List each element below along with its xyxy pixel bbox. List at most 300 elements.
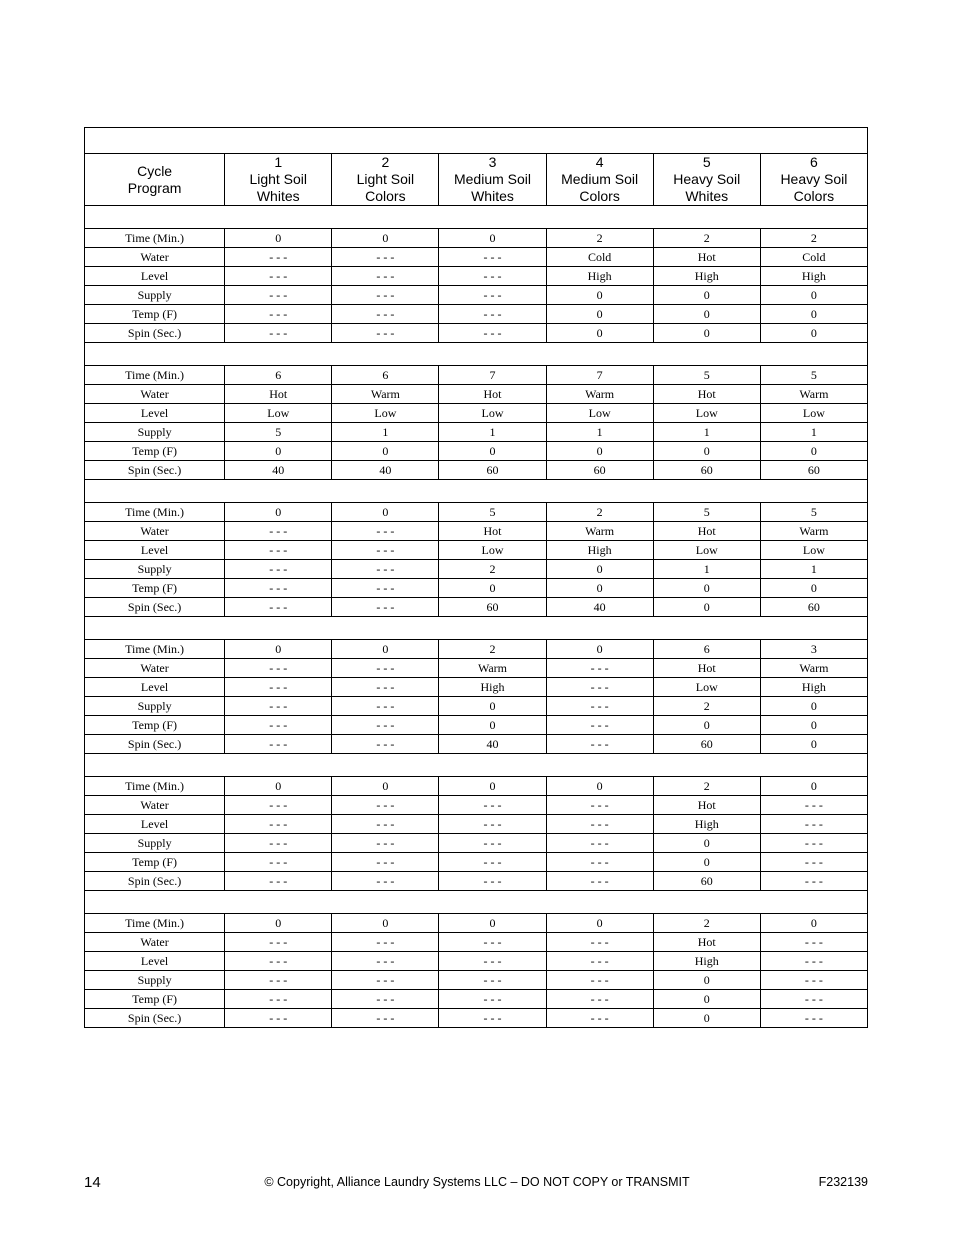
column-header-6 xyxy=(760,154,867,206)
table-cell: - - - xyxy=(546,872,653,891)
table-cell: - - - xyxy=(332,678,439,697)
table-cell: - - - xyxy=(332,286,439,305)
table-cell: - - - xyxy=(225,560,332,579)
table-cell: Hot xyxy=(653,796,760,815)
table-cell: 0 xyxy=(225,914,332,933)
column-header-line2: Colors xyxy=(579,188,620,204)
column-header-line1: Medium Soil xyxy=(561,171,639,187)
table-cell: - - - xyxy=(439,286,546,305)
table-cell: 2 xyxy=(653,777,760,796)
table-cell: 0 xyxy=(653,853,760,872)
table-row xyxy=(85,248,868,267)
cycle-program-header xyxy=(85,154,225,206)
cycle-program-table xyxy=(84,127,868,1028)
table-cell: High xyxy=(546,541,653,560)
column-header-3 xyxy=(439,154,546,206)
table-cell: Warm xyxy=(546,385,653,404)
table-cell: 0 xyxy=(653,324,760,343)
column-header-line1: Heavy Soil xyxy=(780,171,848,187)
column-header-num: 6 xyxy=(810,154,818,170)
table-cell: - - - xyxy=(760,990,867,1009)
table-cell: Low xyxy=(439,541,546,560)
table-cell: - - - xyxy=(760,971,867,990)
table-row xyxy=(85,598,868,617)
table-cell: - - - xyxy=(546,735,653,754)
table-cell: - - - xyxy=(760,834,867,853)
table-cell: High xyxy=(653,952,760,971)
table-cell: - - - xyxy=(439,796,546,815)
document-code: F232139 xyxy=(818,1175,868,1189)
column-header-line2: Colors xyxy=(793,188,835,204)
table-cell: 5 xyxy=(653,366,760,385)
table-cell: 5 xyxy=(439,503,546,522)
section-header-row xyxy=(85,754,868,777)
table-cell: - - - xyxy=(439,324,546,343)
table-cell: - - - xyxy=(332,697,439,716)
table-cell: 0 xyxy=(653,1009,760,1028)
table-row xyxy=(85,541,868,560)
table-cell: - - - xyxy=(332,971,439,990)
table-cell: - - - xyxy=(760,796,867,815)
table-cell: 0 xyxy=(760,442,867,461)
table-row xyxy=(85,442,868,461)
table-cell: - - - xyxy=(332,716,439,735)
table-cell: 0 xyxy=(332,640,439,659)
row-label: Time (Min.) xyxy=(85,366,225,385)
row-label: Temp (F) xyxy=(85,442,225,461)
table-cell: 0 xyxy=(332,442,439,461)
row-label: Water xyxy=(85,659,225,678)
table-cell: 2 xyxy=(546,503,653,522)
table-cell: - - - xyxy=(439,305,546,324)
table-cell: 40 xyxy=(332,461,439,480)
table-cell: Low xyxy=(653,404,760,423)
table-row xyxy=(85,579,868,598)
table-row xyxy=(85,404,868,423)
table-cell: 2 xyxy=(439,640,546,659)
table-cell: - - - xyxy=(225,952,332,971)
table-cell: Low xyxy=(760,541,867,560)
table-cell: 0 xyxy=(225,229,332,248)
table-cell: Warm xyxy=(760,385,867,404)
row-label: Spin (Sec.) xyxy=(85,872,225,891)
table-cell: - - - xyxy=(760,952,867,971)
table-cell: - - - xyxy=(225,735,332,754)
table-cell: 2 xyxy=(439,560,546,579)
table-cell: - - - xyxy=(439,872,546,891)
table-cell: Low xyxy=(546,404,653,423)
column-header-num: 2 xyxy=(381,154,390,170)
table-cell: 0 xyxy=(653,716,760,735)
table-cell: - - - xyxy=(225,522,332,541)
column-header-4 xyxy=(546,154,653,206)
table-cell: Hot xyxy=(653,522,760,541)
table-cell: 0 xyxy=(546,640,653,659)
table-cell: 0 xyxy=(760,286,867,305)
table-cell: - - - xyxy=(439,1009,546,1028)
table-row xyxy=(85,324,868,343)
table-cell: 6 xyxy=(225,366,332,385)
table-cell: Hot xyxy=(439,385,546,404)
page-number: 14 xyxy=(84,1174,101,1191)
table-cell: 2 xyxy=(546,229,653,248)
table-cell: - - - xyxy=(546,678,653,697)
table-cell: Hot xyxy=(653,248,760,267)
table-row xyxy=(85,1009,868,1028)
table-cell: 2 xyxy=(653,914,760,933)
table-row xyxy=(85,735,868,754)
column-header-num: 3 xyxy=(488,154,497,170)
section-header-row xyxy=(85,891,868,914)
column-header-line2: Colors xyxy=(365,188,406,204)
table-cell: - - - xyxy=(332,579,439,598)
table-cell: 0 xyxy=(546,305,653,324)
column-header-line1: Heavy Soil xyxy=(673,171,741,187)
row-label: Water xyxy=(85,933,225,952)
table-cell: 1 xyxy=(760,560,867,579)
table-cell: 0 xyxy=(760,697,867,716)
column-header-5 xyxy=(653,154,760,206)
table-cell: 0 xyxy=(439,914,546,933)
column-header-2 xyxy=(332,154,439,206)
row-label: Level xyxy=(85,267,225,286)
table-cell: - - - xyxy=(546,796,653,815)
table-cell: 0 xyxy=(760,324,867,343)
table-row xyxy=(85,659,868,678)
section-header-row xyxy=(85,343,868,366)
row-label: Supply xyxy=(85,560,225,579)
table-row xyxy=(85,229,868,248)
table-cell: - - - xyxy=(439,267,546,286)
table-cell: - - - xyxy=(332,834,439,853)
table-row xyxy=(85,423,868,442)
table-cell: - - - xyxy=(225,248,332,267)
table-row xyxy=(85,522,868,541)
table-row xyxy=(85,678,868,697)
table-cell: - - - xyxy=(760,872,867,891)
table-cell: High xyxy=(546,267,653,286)
table-cell: Low xyxy=(653,678,760,697)
table-row xyxy=(85,461,868,480)
row-label: Level xyxy=(85,952,225,971)
table-cell: 1 xyxy=(332,423,439,442)
table-row xyxy=(85,971,868,990)
column-header-1 xyxy=(225,154,332,206)
table-cell: 0 xyxy=(653,834,760,853)
table-row xyxy=(85,815,868,834)
row-label: Supply xyxy=(85,834,225,853)
table-cell: 6 xyxy=(332,366,439,385)
table-cell: Cold xyxy=(546,248,653,267)
table-cell: - - - xyxy=(332,815,439,834)
table-cell: Hot xyxy=(225,385,332,404)
table-cell: - - - xyxy=(225,598,332,617)
table-cell: - - - xyxy=(332,560,439,579)
table-cell: - - - xyxy=(225,678,332,697)
table-row xyxy=(85,385,868,404)
table-cell: High xyxy=(439,678,546,697)
table-cell: 60 xyxy=(653,735,760,754)
table-cell: 0 xyxy=(760,914,867,933)
table-cell: - - - xyxy=(225,659,332,678)
row-label: Level xyxy=(85,815,225,834)
table-cell: - - - xyxy=(332,248,439,267)
row-label: Supply xyxy=(85,697,225,716)
table-row xyxy=(85,560,868,579)
table-cell: 0 xyxy=(225,640,332,659)
table-cell: - - - xyxy=(546,659,653,678)
table-cell: 0 xyxy=(546,579,653,598)
row-label: Time (Min.) xyxy=(85,503,225,522)
table-cell: 0 xyxy=(760,735,867,754)
table-cell: - - - xyxy=(225,872,332,891)
table-cell: - - - xyxy=(439,952,546,971)
column-header-line2: Whites xyxy=(471,188,514,204)
table-row xyxy=(85,834,868,853)
table-cell: 0 xyxy=(439,716,546,735)
table-cell: 0 xyxy=(653,579,760,598)
table-cell: - - - xyxy=(332,324,439,343)
row-label: Supply xyxy=(85,286,225,305)
table-cell: 0 xyxy=(439,442,546,461)
table-cell: 60 xyxy=(760,461,867,480)
table-cell: 2 xyxy=(653,229,760,248)
table-cell: 60 xyxy=(546,461,653,480)
table-cell: 0 xyxy=(546,442,653,461)
table-cell: 0 xyxy=(546,560,653,579)
table-cell: High xyxy=(760,267,867,286)
table-cell: - - - xyxy=(439,248,546,267)
table-cell: - - - xyxy=(546,971,653,990)
table-cell: 0 xyxy=(546,324,653,343)
row-label: Time (Min.) xyxy=(85,229,225,248)
row-label: Supply xyxy=(85,971,225,990)
table-cell: - - - xyxy=(225,834,332,853)
table-cell: 1 xyxy=(546,423,653,442)
table-row xyxy=(85,286,868,305)
column-header-line2: Whites xyxy=(256,188,300,204)
column-header-line2: Whites xyxy=(685,188,729,204)
table-cell: 2 xyxy=(653,697,760,716)
table-cell: 1 xyxy=(439,423,546,442)
table-cell: - - - xyxy=(225,1009,332,1028)
table-cell: Cold xyxy=(760,248,867,267)
table-cell: - - - xyxy=(439,853,546,872)
table-row xyxy=(85,872,868,891)
table-cell: - - - xyxy=(225,697,332,716)
table-cell: Low xyxy=(760,404,867,423)
table-cell: - - - xyxy=(332,1009,439,1028)
copyright-notice: © Copyright, Alliance Laundry Systems LLC – DO NOT COPY or TRANSMIT xyxy=(264,1175,690,1189)
table-cell: 0 xyxy=(760,716,867,735)
table-cell: - - - xyxy=(332,305,439,324)
table-cell: 0 xyxy=(760,777,867,796)
table-cell: 0 xyxy=(439,777,546,796)
table-cell: 0 xyxy=(546,286,653,305)
section-header-row xyxy=(85,480,868,503)
table-cell: - - - xyxy=(546,933,653,952)
table-cell: - - - xyxy=(546,697,653,716)
table-cell: High xyxy=(653,815,760,834)
table-cell: - - - xyxy=(546,815,653,834)
table-cell: 60 xyxy=(653,872,760,891)
table-cell: - - - xyxy=(225,716,332,735)
table-cell: 0 xyxy=(332,777,439,796)
row-label: Time (Min.) xyxy=(85,914,225,933)
table-cell: 5 xyxy=(653,503,760,522)
row-label: Temp (F) xyxy=(85,853,225,872)
table-cell: 0 xyxy=(439,697,546,716)
table-cell: 5 xyxy=(225,423,332,442)
table-cell: - - - xyxy=(332,853,439,872)
table-cell: 5 xyxy=(760,503,867,522)
table-cell: Hot xyxy=(653,659,760,678)
table-cell: 0 xyxy=(546,777,653,796)
table-cell: Hot xyxy=(653,933,760,952)
table-cell: 1 xyxy=(653,560,760,579)
table-cell: - - - xyxy=(225,971,332,990)
table-cell: 40 xyxy=(439,735,546,754)
table-cell: - - - xyxy=(332,541,439,560)
table-row xyxy=(85,990,868,1009)
table-cell: 5 xyxy=(760,366,867,385)
table-cell: High xyxy=(760,678,867,697)
table-cell: 60 xyxy=(439,598,546,617)
row-label: Temp (F) xyxy=(85,305,225,324)
table-cell: 40 xyxy=(546,598,653,617)
table-row xyxy=(85,366,868,385)
row-label: Temp (F) xyxy=(85,716,225,735)
table-header-row xyxy=(85,154,868,206)
table-cell: 0 xyxy=(332,503,439,522)
corner-label-line1: Cycle xyxy=(137,162,173,179)
table-cell: - - - xyxy=(760,853,867,872)
table-cell: - - - xyxy=(332,659,439,678)
table-cell: 0 xyxy=(653,598,760,617)
row-label: Water xyxy=(85,385,225,404)
table-cell: - - - xyxy=(546,952,653,971)
table-cell: - - - xyxy=(546,716,653,735)
table-cell: 7 xyxy=(439,366,546,385)
table-cell: - - - xyxy=(332,267,439,286)
table-cell: 60 xyxy=(760,598,867,617)
table-row xyxy=(85,640,868,659)
table-cell: 0 xyxy=(760,305,867,324)
table-cell: - - - xyxy=(332,522,439,541)
row-label: Spin (Sec.) xyxy=(85,1009,225,1028)
row-label: Time (Min.) xyxy=(85,777,225,796)
row-label: Level xyxy=(85,541,225,560)
table-row xyxy=(85,697,868,716)
table-cell: - - - xyxy=(225,796,332,815)
table-cell: - - - xyxy=(332,952,439,971)
corner-label-line2: Program xyxy=(127,179,182,196)
table-cell: Warm xyxy=(760,522,867,541)
table-cell: 2 xyxy=(760,229,867,248)
table-cell: Warm xyxy=(439,659,546,678)
table-row xyxy=(85,853,868,872)
table-cell: - - - xyxy=(225,933,332,952)
table-cell: - - - xyxy=(225,541,332,560)
table-row xyxy=(85,267,868,286)
table-cell: Warm xyxy=(332,385,439,404)
row-label: Temp (F) xyxy=(85,990,225,1009)
table-cell: - - - xyxy=(225,324,332,343)
row-label: Water xyxy=(85,522,225,541)
table-cell: - - - xyxy=(439,815,546,834)
table-cell: - - - xyxy=(546,834,653,853)
table-cell: - - - xyxy=(225,305,332,324)
column-header-line1: Light Soil xyxy=(356,171,415,187)
table-cell: 0 xyxy=(653,990,760,1009)
row-label: Time (Min.) xyxy=(85,640,225,659)
row-label: Temp (F) xyxy=(85,579,225,598)
column-header-num: 1 xyxy=(274,154,283,170)
table-row xyxy=(85,914,868,933)
table-cell: - - - xyxy=(760,815,867,834)
table-cell: - - - xyxy=(225,267,332,286)
table-cell: Low xyxy=(225,404,332,423)
table-cell: 0 xyxy=(653,971,760,990)
table-cell: - - - xyxy=(332,735,439,754)
row-label: Spin (Sec.) xyxy=(85,324,225,343)
table-cell: - - - xyxy=(332,796,439,815)
table-cell: 0 xyxy=(653,286,760,305)
table-cell: - - - xyxy=(225,286,332,305)
table-cell: 0 xyxy=(760,579,867,598)
row-label: Spin (Sec.) xyxy=(85,735,225,754)
table-cell: - - - xyxy=(225,579,332,598)
row-label: Spin (Sec.) xyxy=(85,461,225,480)
row-label: Level xyxy=(85,678,225,697)
table-cell: Warm xyxy=(760,659,867,678)
table-cell: - - - xyxy=(760,1009,867,1028)
table-cell: - - - xyxy=(439,834,546,853)
table-cell: - - - xyxy=(546,1009,653,1028)
row-label: Spin (Sec.) xyxy=(85,598,225,617)
table-cell: - - - xyxy=(332,990,439,1009)
table-cell: 40 xyxy=(225,461,332,480)
table-row xyxy=(85,933,868,952)
table-cell: 0 xyxy=(332,229,439,248)
table-cell: - - - xyxy=(546,853,653,872)
table-cell: 1 xyxy=(653,423,760,442)
table-cell: - - - xyxy=(225,815,332,834)
table-cell: - - - xyxy=(332,598,439,617)
row-label: Level xyxy=(85,404,225,423)
column-header-line1: Light Soil xyxy=(249,171,308,187)
table-cell: - - - xyxy=(546,990,653,1009)
table-cell: 7 xyxy=(546,366,653,385)
table-cell: High xyxy=(653,267,760,286)
table-cell: Warm xyxy=(546,522,653,541)
table-cell: 0 xyxy=(332,914,439,933)
table-cell: Low xyxy=(439,404,546,423)
table-cell: - - - xyxy=(225,853,332,872)
table-cell: 0 xyxy=(225,442,332,461)
table-cell: 0 xyxy=(653,305,760,324)
section-header-row xyxy=(85,617,868,640)
table-cell: Hot xyxy=(439,522,546,541)
table-cell: 6 xyxy=(653,640,760,659)
table-row xyxy=(85,503,868,522)
table-cell: - - - xyxy=(439,933,546,952)
table-cell: Low xyxy=(332,404,439,423)
row-label: Water xyxy=(85,796,225,815)
row-label: Supply xyxy=(85,423,225,442)
row-label: Water xyxy=(85,248,225,267)
table-cell: 60 xyxy=(653,461,760,480)
